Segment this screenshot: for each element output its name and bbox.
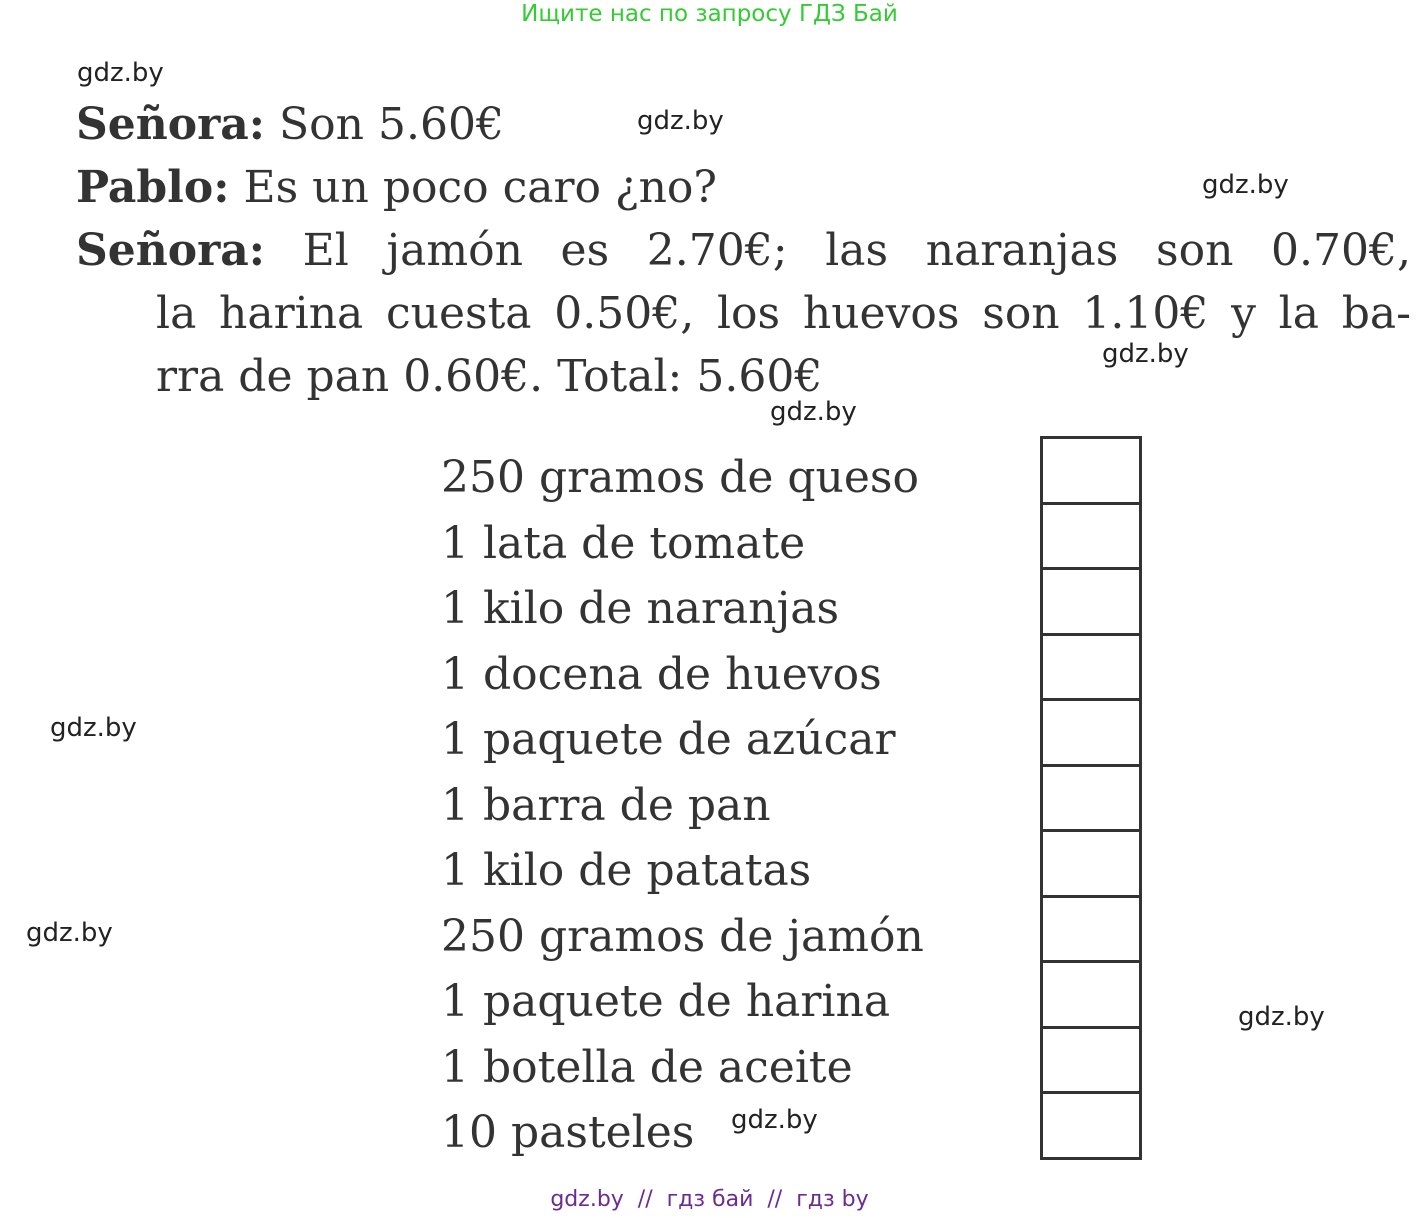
dialogue-line	[76, 93, 1411, 156]
answer-box[interactable]	[1043, 898, 1139, 964]
list-item: 1 barra de pan	[441, 779, 771, 831]
answer-box[interactable]	[1043, 1029, 1139, 1095]
dialogue-line: la harina cuesta 0.50€, los huevos son 1.10€ y la ba-	[156, 288, 1411, 339]
watermark: gdz.by	[26, 918, 113, 948]
answer-box-column	[1040, 436, 1142, 1160]
watermark: gdz.by	[731, 1105, 818, 1135]
watermark: gdz.by	[1102, 339, 1189, 369]
list-item: 1 botella de aceite	[441, 1041, 853, 1093]
search-banner: Ищите нас по запросу ГДЗ Бай	[521, 1, 898, 27]
answer-box[interactable]	[1043, 439, 1139, 505]
list-item: 250 gramos de queso	[441, 452, 919, 503]
answer-box[interactable]	[1043, 963, 1139, 1029]
answer-box[interactable]	[1043, 505, 1139, 571]
dialogue-text: El jamón es 2.70€; las naranjas son 0.70€,	[265, 225, 1411, 276]
answer-box[interactable]	[1043, 832, 1139, 898]
watermark: gdz.by	[1238, 1002, 1325, 1032]
dialogue-line	[76, 156, 1411, 219]
answer-box[interactable]	[1043, 701, 1139, 767]
list-item: 250 gramos de jamón	[441, 910, 924, 962]
footer-links: gdz.by // гдз бай // гдз by	[550, 1187, 869, 1212]
dialogue-text: Son 5.60€	[265, 99, 504, 150]
dialogue	[76, 93, 1411, 408]
answer-box[interactable]	[1043, 1094, 1139, 1160]
shopping-list	[441, 445, 924, 1166]
speaker-name: Pablo:	[76, 162, 230, 213]
list-item: 1 paquete de harina	[441, 976, 891, 1027]
watermark: gdz.by	[637, 106, 724, 136]
speaker-name: Señora:	[76, 225, 266, 276]
answer-box[interactable]	[1043, 767, 1139, 833]
list-item: 1 kilo de patatas	[441, 845, 812, 896]
list-item: 1 lata de tomate	[441, 517, 806, 569]
dialogue-line: rra de pan 0.60€. Total: 5.60€	[156, 351, 823, 402]
watermark: gdz.by	[50, 713, 137, 743]
list-item: 1 kilo de naranjas	[441, 583, 840, 634]
watermark: gdz.by	[770, 397, 857, 427]
list-item: 10 pasteles	[441, 1107, 695, 1158]
speaker-name: Señora:	[76, 99, 266, 150]
answer-box[interactable]	[1043, 570, 1139, 636]
watermark: gdz.by	[77, 58, 164, 88]
dialogue-line	[76, 219, 1411, 282]
dialogue-text: Es un poco caro ¿no?	[229, 162, 717, 213]
list-item: 1 docena de huevos	[441, 648, 882, 700]
list-item: 1 paquete de azúcar	[441, 714, 896, 765]
answer-box[interactable]	[1043, 636, 1139, 702]
watermark: gdz.by	[1202, 170, 1289, 200]
